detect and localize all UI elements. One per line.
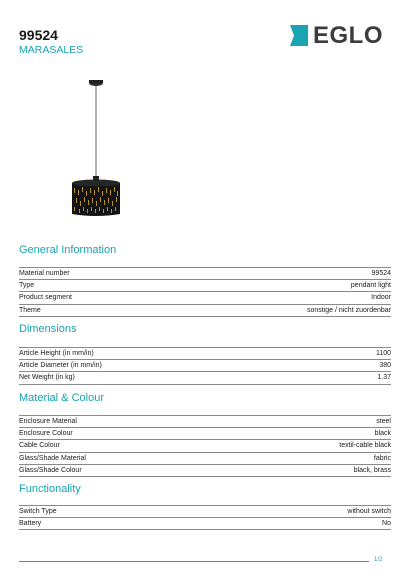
table-row [19, 360, 391, 372]
spec-table-dimensions [19, 347, 391, 385]
row-value: Indoor [371, 294, 391, 302]
pendant-lamp-image [60, 76, 140, 216]
row-label: Type [19, 282, 35, 290]
row-value: 1100 [375, 350, 391, 358]
spec-table-material [19, 415, 391, 477]
row-value: black [374, 430, 391, 438]
row-label: Enclosure Material [19, 418, 77, 426]
spec-table-general [19, 267, 391, 317]
row-value: steel [376, 418, 391, 426]
table-row [19, 505, 391, 518]
eglo-logo-icon [288, 25, 308, 46]
row-value: textil-cable black [339, 442, 391, 450]
row-label: Theme [19, 306, 41, 314]
row-label: Glass/Shade Colour [19, 466, 82, 474]
row-label: Article Diameter (in mm/in) [19, 362, 102, 370]
table-row [19, 428, 391, 440]
row-label: Net Weight (in kg) [19, 374, 75, 382]
row-label: Cable Colour [19, 442, 60, 450]
row-value: pendant light [350, 282, 391, 290]
row-label: Glass/Shade Material [19, 454, 86, 462]
table-row [19, 292, 391, 304]
logo-text: EGLO [313, 22, 384, 49]
row-label: Article Height (in mm/in) [19, 350, 94, 358]
row-label: Product segment [19, 294, 72, 302]
table-row [19, 415, 391, 428]
row-label: Switch Type [19, 508, 57, 516]
section-title-material: Material & Colour [19, 392, 104, 404]
row-value: 99524 [371, 270, 391, 278]
table-row [19, 280, 391, 292]
article-number: 99524 [19, 27, 58, 43]
table-row [19, 347, 391, 360]
row-value: 380 [379, 362, 391, 370]
section-title-functionality: Functionality [19, 483, 81, 495]
table-row [19, 305, 391, 317]
spec-table-functionality [19, 505, 391, 530]
table-row [19, 440, 391, 452]
table-row [19, 267, 391, 280]
row-value: fabric [373, 454, 391, 462]
table-row [19, 465, 391, 477]
section-title-general: General Information [19, 244, 117, 256]
row-label: Battery [19, 520, 42, 528]
row-value: black, brass [353, 466, 391, 474]
row-label: Enclosure Colour [19, 430, 73, 438]
section-title-dimensions: Dimensions [19, 323, 77, 335]
table-row [19, 518, 391, 530]
row-label: Material number [19, 270, 70, 278]
footer-divider [19, 561, 369, 562]
row-value: No [382, 520, 391, 528]
row-value: without switch [347, 508, 391, 516]
page-number: 1/2 [374, 557, 383, 563]
table-row [19, 372, 391, 384]
brand-logo [288, 22, 384, 49]
row-value: 1.37 [377, 374, 391, 382]
row-value: sonstige / nicht zuordenbar [306, 306, 391, 314]
table-row [19, 453, 391, 465]
product-name: MARASALES [19, 44, 84, 56]
